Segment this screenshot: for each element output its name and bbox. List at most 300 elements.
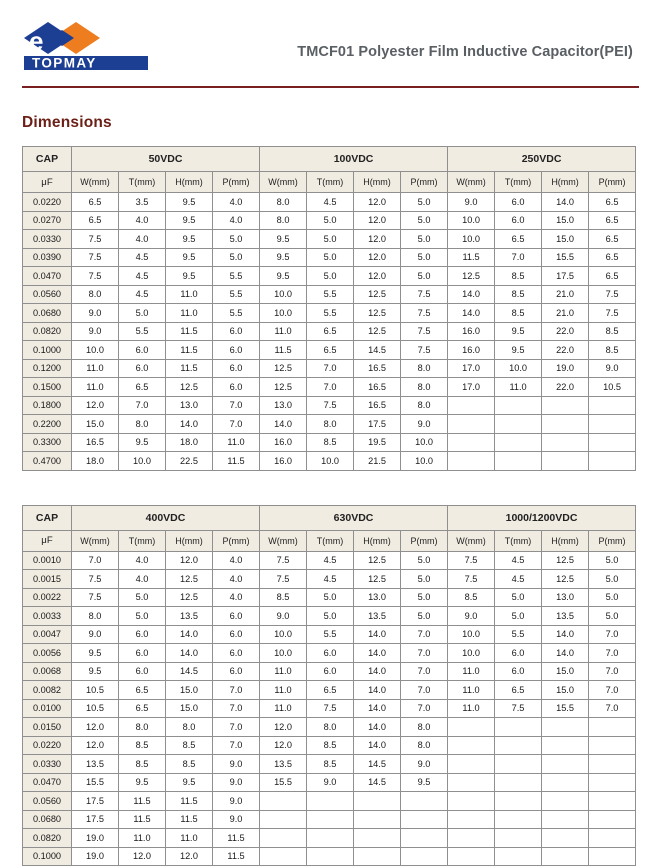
dimension-value-cell: 8.5 <box>307 433 354 452</box>
dimension-value-cell: 9.0 <box>213 755 260 774</box>
dimension-value-cell: 14.5 <box>166 662 213 681</box>
dimension-value-cell: 8.5 <box>166 755 213 774</box>
dimension-value-cell: 5.0 <box>307 230 354 249</box>
dimension-value-cell: 10.0 <box>72 341 119 360</box>
dimension-value-cell: 13.0 <box>354 588 401 607</box>
dimension-value-cell: 12.5 <box>354 322 401 341</box>
capacitance-value-cell: 0.0330 <box>23 755 72 774</box>
dimension-value-cell: 5.5 <box>119 322 166 341</box>
table-row <box>23 341 636 360</box>
dimension-value-cell: 15.0 <box>166 681 213 700</box>
dimension-value-cell: 13.0 <box>260 396 307 415</box>
dimension-value-cell <box>448 452 495 471</box>
dimension-value-cell <box>542 847 589 866</box>
dimension-value-cell <box>448 829 495 848</box>
dimension-value-cell: 7.5 <box>72 248 119 267</box>
dimension-value-cell: 6.0 <box>119 644 166 663</box>
capacitance-value-cell: 0.0022 <box>23 588 72 607</box>
dimension-value-cell: 9.0 <box>213 773 260 792</box>
dimension-value-cell: 7.5 <box>495 699 542 718</box>
dimension-value-cell: 11.0 <box>448 662 495 681</box>
dimension-value-cell: 4.0 <box>119 211 166 230</box>
dimension-value-cell: 7.0 <box>401 699 448 718</box>
dimension-value-cell: 9.5 <box>72 644 119 663</box>
dimension-value-cell: 6.5 <box>495 681 542 700</box>
dimension-value-cell: 12.5 <box>260 359 307 378</box>
table-row <box>23 792 636 811</box>
dimension-value-cell: 9.0 <box>213 810 260 829</box>
dimension-value-cell: 14.5 <box>354 341 401 360</box>
dimension-value-cell: 13.0 <box>166 396 213 415</box>
dimension-value-cell: 6.5 <box>119 378 166 397</box>
dimension-value-cell: 5.5 <box>495 625 542 644</box>
dimension-value-cell: 17.5 <box>542 267 589 286</box>
dimension-value-cell: 10.5 <box>72 681 119 700</box>
dimension-value-cell: 5.0 <box>401 211 448 230</box>
table-row <box>23 285 636 304</box>
dimension-value-cell: 6.5 <box>307 341 354 360</box>
dimension-value-cell <box>542 755 589 774</box>
dimension-value-cell: 16.0 <box>448 322 495 341</box>
dimension-value-cell: 5.5 <box>213 285 260 304</box>
dimension-value-cell: 4.5 <box>307 193 354 212</box>
capacitance-value-cell: 0.0220 <box>23 193 72 212</box>
dimension-value-cell: 8.0 <box>307 415 354 434</box>
dimension-value-cell <box>589 736 636 755</box>
dimension-value-cell: 7.0 <box>589 699 636 718</box>
dimension-value-cell: 14.0 <box>542 193 589 212</box>
dimension-value-cell: 9.5 <box>260 267 307 286</box>
dimension-value-cell <box>495 792 542 811</box>
capacitance-value-cell: 0.0330 <box>23 230 72 249</box>
dimension-value-cell <box>542 415 589 434</box>
capacitance-value-cell: 0.0150 <box>23 718 72 737</box>
dimension-value-cell: 9.5 <box>260 230 307 249</box>
dimension-value-cell: 9.5 <box>119 773 166 792</box>
dimension-value-cell: 10.0 <box>260 644 307 663</box>
dimension-value-cell: 9.5 <box>166 193 213 212</box>
capacitance-value-cell: 0.0820 <box>23 322 72 341</box>
dimension-value-cell: 8.5 <box>589 341 636 360</box>
dimension-value-cell: 12.0 <box>166 847 213 866</box>
dimension-value-cell: 11.0 <box>260 699 307 718</box>
dimension-value-cell: 5.5 <box>307 285 354 304</box>
dimension-value-cell: 12.0 <box>72 396 119 415</box>
dimension-value-cell: 14.0 <box>166 644 213 663</box>
dimension-value-cell: 9.0 <box>72 322 119 341</box>
dimension-value-cell: 4.5 <box>495 551 542 570</box>
dimension-value-cell <box>542 829 589 848</box>
capacitance-value-cell: 0.2200 <box>23 415 72 434</box>
table-row <box>23 773 636 792</box>
dimension-value-cell: 10.0 <box>260 304 307 323</box>
dimension-value-cell: 7.5 <box>448 570 495 589</box>
dimension-value-cell: 8.0 <box>307 718 354 737</box>
dimension-value-cell: 6.0 <box>119 625 166 644</box>
dimension-value-cell: 11.0 <box>72 378 119 397</box>
capacitance-value-cell: 0.0560 <box>23 285 72 304</box>
dimension-header-cell: T(mm) <box>495 530 542 551</box>
dimension-value-cell: 12.0 <box>354 267 401 286</box>
dimension-value-cell <box>589 396 636 415</box>
dimension-value-cell: 12.0 <box>260 736 307 755</box>
capacitance-value-cell: 0.0010 <box>23 551 72 570</box>
dimension-value-cell: 10.0 <box>448 211 495 230</box>
dimension-value-cell: 12.5 <box>542 570 589 589</box>
dimension-value-cell: 9.5 <box>401 773 448 792</box>
dimension-value-cell: 7.0 <box>213 681 260 700</box>
dimension-value-cell: 6.0 <box>213 662 260 681</box>
dimension-value-cell: 4.5 <box>119 267 166 286</box>
dimension-header-cell: W(mm) <box>448 530 495 551</box>
dimension-value-cell: 7.0 <box>401 644 448 663</box>
dimension-value-cell <box>495 736 542 755</box>
dimension-value-cell: 7.0 <box>213 736 260 755</box>
dimension-value-cell <box>260 847 307 866</box>
dimension-value-cell: 5.0 <box>401 193 448 212</box>
dimension-value-cell: 7.0 <box>213 415 260 434</box>
dimension-value-cell: 8.0 <box>401 736 448 755</box>
voltage-group-header: 50VDC <box>72 147 260 172</box>
dimension-value-cell <box>495 829 542 848</box>
dimension-value-cell: 7.0 <box>307 378 354 397</box>
dimension-value-cell <box>542 433 589 452</box>
dimension-value-cell: 5.5 <box>307 625 354 644</box>
dimension-value-cell: 4.5 <box>307 551 354 570</box>
capacitance-value-cell: 0.1800 <box>23 396 72 415</box>
capacitance-value-cell: 0.0015 <box>23 570 72 589</box>
dimension-value-cell: 4.0 <box>213 588 260 607</box>
dimension-value-cell <box>542 396 589 415</box>
dimension-value-cell: 8.5 <box>495 267 542 286</box>
dimension-header-cell: W(mm) <box>448 172 495 193</box>
dimension-value-cell <box>589 829 636 848</box>
dimension-value-cell: 8.5 <box>307 755 354 774</box>
dimension-value-cell: 5.0 <box>401 230 448 249</box>
capacitance-value-cell: 0.1000 <box>23 341 72 360</box>
dimension-value-cell: 14.0 <box>354 718 401 737</box>
dimension-value-cell: 5.0 <box>307 248 354 267</box>
dimension-value-cell: 6.0 <box>495 644 542 663</box>
dimension-value-cell: 6.0 <box>119 359 166 378</box>
dimension-header-cell: H(mm) <box>166 530 213 551</box>
dimension-value-cell <box>354 847 401 866</box>
cap-header-cell: CAP <box>23 505 72 530</box>
dimension-value-cell: 7.5 <box>401 285 448 304</box>
dimension-value-cell: 10.0 <box>401 433 448 452</box>
dimension-value-cell <box>448 415 495 434</box>
dimension-value-cell: 10.0 <box>495 359 542 378</box>
capacitance-value-cell: 0.0220 <box>23 736 72 755</box>
dimension-value-cell: 7.0 <box>589 662 636 681</box>
capacitance-value-cell: 0.0680 <box>23 304 72 323</box>
dimension-value-cell: 8.0 <box>401 396 448 415</box>
dimension-value-cell: 8.0 <box>260 193 307 212</box>
dimension-value-cell <box>495 433 542 452</box>
dimension-value-cell: 15.0 <box>542 211 589 230</box>
dimension-value-cell: 12.5 <box>354 570 401 589</box>
dimension-value-cell: 12.5 <box>166 378 213 397</box>
dimension-value-cell: 8.0 <box>119 415 166 434</box>
dimension-value-cell: 7.0 <box>119 396 166 415</box>
dimension-value-cell: 3.5 <box>119 193 166 212</box>
dimension-value-cell: 4.5 <box>119 285 166 304</box>
dimension-value-cell: 14.0 <box>448 304 495 323</box>
dimension-value-cell: 11.0 <box>260 322 307 341</box>
table-row <box>23 847 636 866</box>
dimension-value-cell <box>495 773 542 792</box>
dimension-value-cell: 7.0 <box>307 359 354 378</box>
dimension-value-cell: 8.5 <box>448 588 495 607</box>
dimension-value-cell: 14.0 <box>448 285 495 304</box>
dimension-value-cell: 7.5 <box>72 230 119 249</box>
dimension-value-cell: 5.0 <box>589 551 636 570</box>
dimension-header-cell: P(mm) <box>213 172 260 193</box>
dimension-value-cell: 11.5 <box>119 792 166 811</box>
dimension-value-cell: 14.0 <box>354 644 401 663</box>
dimension-value-cell: 7.5 <box>260 570 307 589</box>
dimension-value-cell: 7.0 <box>589 625 636 644</box>
dimension-value-cell: 14.0 <box>354 625 401 644</box>
dimension-value-cell: 6.0 <box>495 662 542 681</box>
dimension-value-cell <box>401 829 448 848</box>
dimension-value-cell <box>448 792 495 811</box>
dimension-value-cell: 8.5 <box>260 588 307 607</box>
dimension-value-cell: 4.0 <box>213 193 260 212</box>
dimension-value-cell: 7.5 <box>307 699 354 718</box>
dimension-value-cell: 19.5 <box>354 433 401 452</box>
dimension-value-cell <box>448 755 495 774</box>
table-row <box>23 267 636 286</box>
dimension-value-cell: 14.0 <box>166 625 213 644</box>
dimension-value-cell: 6.5 <box>72 211 119 230</box>
dimension-value-cell <box>307 847 354 866</box>
dimension-value-cell: 11.5 <box>213 452 260 471</box>
dimension-value-cell: 12.0 <box>354 248 401 267</box>
dimension-value-cell: 8.0 <box>72 285 119 304</box>
dimension-value-cell: 12.0 <box>354 211 401 230</box>
dimension-value-cell: 8.5 <box>307 736 354 755</box>
dimension-value-cell: 15.5 <box>542 699 589 718</box>
table-row <box>23 625 636 644</box>
dimension-value-cell: 5.0 <box>401 588 448 607</box>
dimension-value-cell <box>448 718 495 737</box>
dimension-value-cell: 7.0 <box>401 681 448 700</box>
voltage-group-header: 100VDC <box>260 147 448 172</box>
dimension-value-cell: 11.0 <box>166 304 213 323</box>
dimension-value-cell: 7.5 <box>401 341 448 360</box>
dimension-value-cell <box>260 792 307 811</box>
dimension-value-cell <box>589 415 636 434</box>
dimension-value-cell: 9.0 <box>401 755 448 774</box>
dimension-value-cell: 12.5 <box>166 588 213 607</box>
dimension-value-cell: 5.0 <box>307 211 354 230</box>
dimension-value-cell: 10.0 <box>448 230 495 249</box>
dimension-header-cell: T(mm) <box>307 172 354 193</box>
unit-header-cell: μF <box>23 172 72 193</box>
dimension-value-cell <box>401 810 448 829</box>
dimension-value-cell: 5.0 <box>401 570 448 589</box>
table-row <box>23 681 636 700</box>
dimension-value-cell <box>354 829 401 848</box>
dimension-value-cell <box>589 755 636 774</box>
dimension-value-cell: 6.0 <box>213 607 260 626</box>
dimension-value-cell: 11.0 <box>166 829 213 848</box>
table-row <box>23 452 636 471</box>
dimension-value-cell: 6.5 <box>72 193 119 212</box>
dimension-value-cell: 5.0 <box>495 607 542 626</box>
table-row <box>23 304 636 323</box>
dimension-value-cell: 5.0 <box>401 267 448 286</box>
dimension-header-cell: H(mm) <box>354 530 401 551</box>
dimension-value-cell <box>260 810 307 829</box>
dimension-value-cell <box>401 847 448 866</box>
dimension-value-cell: 14.0 <box>542 644 589 663</box>
dimension-value-cell: 6.5 <box>589 267 636 286</box>
dimension-value-cell: 5.5 <box>213 304 260 323</box>
dimension-value-cell: 10.5 <box>72 699 119 718</box>
dimension-value-cell <box>589 773 636 792</box>
dimension-value-cell <box>495 396 542 415</box>
dimension-value-cell: 12.5 <box>166 570 213 589</box>
dimension-value-cell: 11.5 <box>166 359 213 378</box>
dimension-value-cell: 5.0 <box>119 607 166 626</box>
dimension-value-cell <box>542 736 589 755</box>
dimension-value-cell: 5.0 <box>401 551 448 570</box>
dimension-value-cell: 5.0 <box>119 304 166 323</box>
dimension-value-cell: 21.5 <box>354 452 401 471</box>
table-row <box>23 230 636 249</box>
dimension-value-cell: 6.5 <box>119 681 166 700</box>
table-row <box>23 193 636 212</box>
dimension-value-cell <box>542 452 589 471</box>
table-spacer <box>0 471 661 505</box>
dimension-value-cell: 13.5 <box>166 607 213 626</box>
section-title: Dimensions <box>22 114 661 132</box>
dimension-value-cell: 15.0 <box>542 230 589 249</box>
dimension-value-cell: 11.5 <box>166 792 213 811</box>
dimension-value-cell: 13.5 <box>72 755 119 774</box>
dimension-value-cell: 19.0 <box>542 359 589 378</box>
dimension-value-cell: 6.0 <box>213 359 260 378</box>
dimension-value-cell: 6.5 <box>119 699 166 718</box>
dimensions-table-1 <box>22 146 636 471</box>
page-header <box>22 0 639 88</box>
dimension-value-cell: 13.5 <box>354 607 401 626</box>
dimension-value-cell: 7.5 <box>72 570 119 589</box>
dimension-value-cell: 11.0 <box>213 433 260 452</box>
dimension-value-cell: 8.0 <box>401 378 448 397</box>
dimension-value-cell: 12.5 <box>354 304 401 323</box>
voltage-group-header: 1000/1200VDC <box>448 505 636 530</box>
dimension-value-cell <box>448 810 495 829</box>
dimension-value-cell: 10.0 <box>260 285 307 304</box>
dimension-value-cell: 8.0 <box>119 718 166 737</box>
dimension-value-cell: 7.0 <box>589 681 636 700</box>
dimension-value-cell <box>448 396 495 415</box>
dimension-value-cell: 8.0 <box>72 607 119 626</box>
dimension-header-cell: P(mm) <box>589 172 636 193</box>
dimension-value-cell: 7.5 <box>401 322 448 341</box>
dimension-value-cell: 12.0 <box>260 718 307 737</box>
dimension-value-cell: 21.0 <box>542 285 589 304</box>
dimension-value-cell: 5.0 <box>589 607 636 626</box>
dimension-value-cell <box>589 792 636 811</box>
dimension-value-cell: 4.0 <box>213 570 260 589</box>
dimension-header-cell: P(mm) <box>401 530 448 551</box>
dimension-value-cell: 8.5 <box>119 755 166 774</box>
dimension-value-cell: 11.5 <box>119 810 166 829</box>
dimension-value-cell: 11.5 <box>213 847 260 866</box>
dimension-value-cell: 17.0 <box>448 378 495 397</box>
dimension-value-cell <box>589 810 636 829</box>
dimension-value-cell: 8.5 <box>119 736 166 755</box>
dimension-value-cell: 11.5 <box>166 322 213 341</box>
dimension-value-cell: 6.5 <box>589 193 636 212</box>
dimension-value-cell: 11.0 <box>495 378 542 397</box>
dimension-value-cell: 11.5 <box>213 829 260 848</box>
dimension-value-cell: 14.5 <box>354 755 401 774</box>
dimension-header-cell: W(mm) <box>72 530 119 551</box>
table-row <box>23 211 636 230</box>
dimension-value-cell: 12.0 <box>354 193 401 212</box>
dimension-header-cell: H(mm) <box>354 172 401 193</box>
capacitance-value-cell: 0.0270 <box>23 211 72 230</box>
dimension-value-cell: 9.5 <box>72 662 119 681</box>
capacitance-value-cell: 0.0470 <box>23 773 72 792</box>
dimension-value-cell: 12.0 <box>72 736 119 755</box>
capacitance-value-cell: 0.0560 <box>23 792 72 811</box>
dimension-value-cell: 4.5 <box>307 570 354 589</box>
dimension-value-cell: 14.0 <box>354 736 401 755</box>
dimension-value-cell <box>495 415 542 434</box>
dimension-header-cell: H(mm) <box>166 172 213 193</box>
dimension-value-cell: 6.5 <box>589 230 636 249</box>
dimension-value-cell: 7.5 <box>307 396 354 415</box>
dimension-value-cell <box>307 829 354 848</box>
dimension-header-cell: T(mm) <box>495 172 542 193</box>
dimension-value-cell: 9.0 <box>213 792 260 811</box>
dimension-value-cell: 13.5 <box>260 755 307 774</box>
dimension-value-cell <box>495 718 542 737</box>
dimension-header-cell: P(mm) <box>401 172 448 193</box>
dimension-value-cell <box>589 433 636 452</box>
dimension-value-cell: 12.0 <box>72 718 119 737</box>
dimension-value-cell: 4.0 <box>213 551 260 570</box>
unit-header-cell: μF <box>23 530 72 551</box>
dimension-value-cell: 14.0 <box>260 415 307 434</box>
dimension-value-cell: 8.5 <box>495 304 542 323</box>
dimension-value-cell: 7.0 <box>401 625 448 644</box>
dimension-value-cell: 6.5 <box>495 230 542 249</box>
dimension-value-cell: 6.0 <box>213 378 260 397</box>
table-row <box>23 322 636 341</box>
dimension-value-cell: 9.5 <box>495 341 542 360</box>
dimension-value-cell: 6.0 <box>307 644 354 663</box>
dimension-value-cell: 17.5 <box>72 792 119 811</box>
dimension-value-cell: 4.5 <box>119 248 166 267</box>
dimension-value-cell <box>448 773 495 792</box>
dimension-value-cell: 8.5 <box>589 322 636 341</box>
dimension-value-cell: 6.0 <box>119 341 166 360</box>
dimension-value-cell <box>448 847 495 866</box>
dimension-value-cell: 6.0 <box>213 322 260 341</box>
dimension-value-cell <box>542 810 589 829</box>
dimension-value-cell: 15.0 <box>72 415 119 434</box>
dimension-value-cell: 12.5 <box>354 285 401 304</box>
dimension-value-cell: 9.0 <box>72 625 119 644</box>
table-subheader-row <box>23 172 636 193</box>
